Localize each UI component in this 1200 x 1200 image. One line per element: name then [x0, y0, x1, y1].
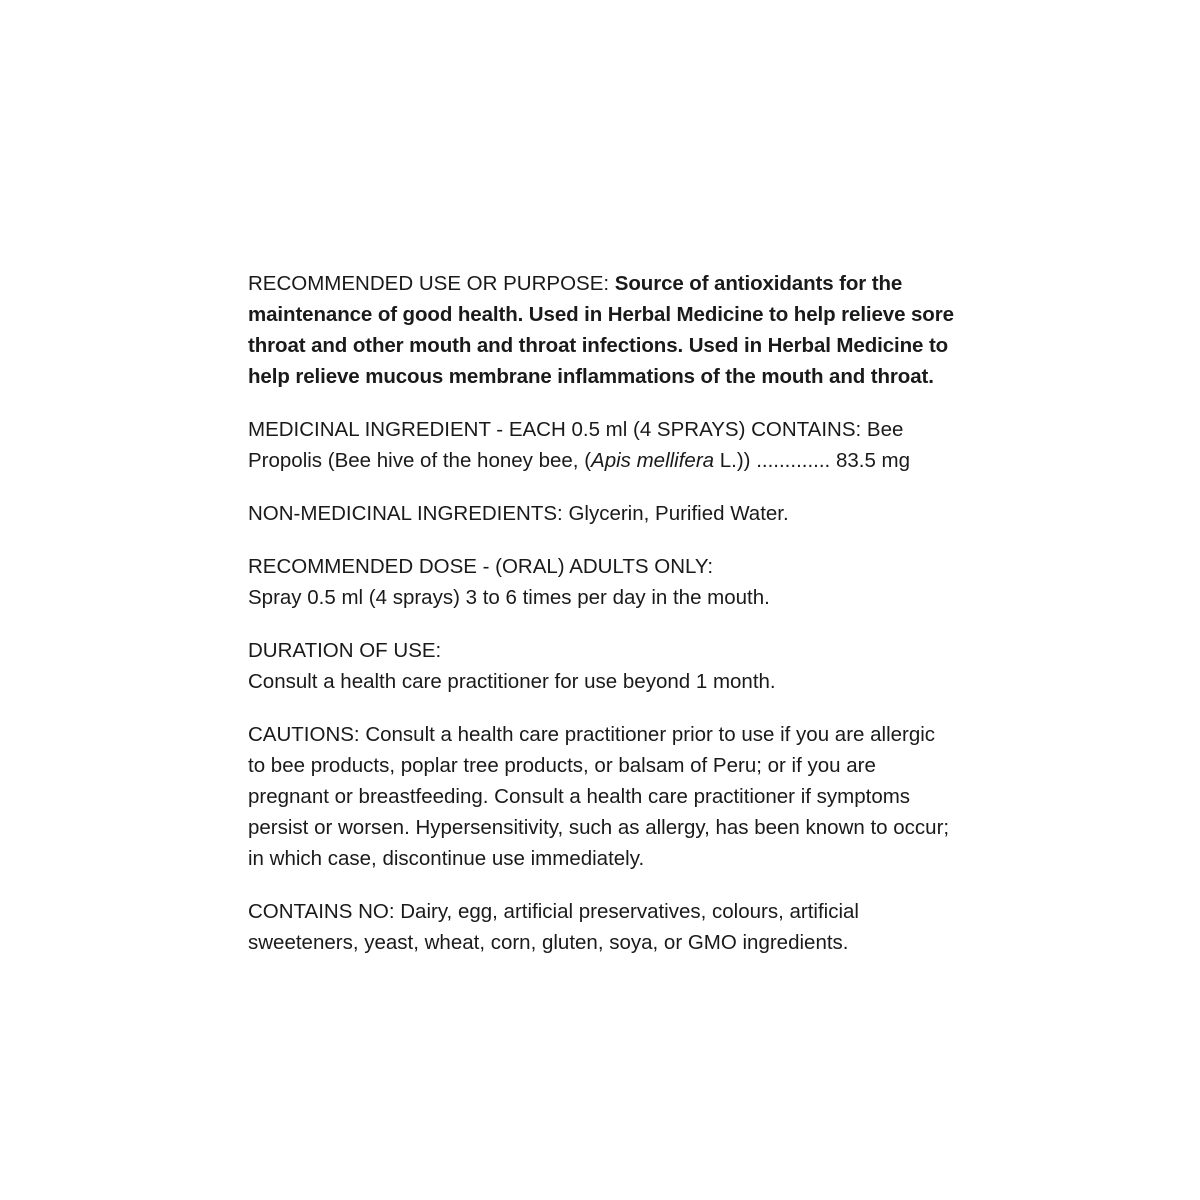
medicinal-ingredient-body-part2: L.)) ............. 83.5 mg [714, 449, 911, 472]
non-medicinal-heading: NON-MEDICINAL INGREDIENTS: [248, 502, 563, 525]
recommended-dose-heading: RECOMMENDED DOSE - (ORAL) ADULTS ONLY: [248, 555, 714, 578]
cautions-section [248, 719, 954, 874]
species-name-italic: Apis mellifera [591, 449, 715, 472]
contains-no-heading: CONTAINS NO: [248, 900, 395, 923]
recommended-use-body: Source of antioxidants for the maintenance of good health. Used in Herbal Medicine to help relieve sore throat and other mouth and throat infections. Used in Herbal Medicine to help relieve mucous membrane inflammations of the mouth and throat. [248, 272, 954, 388]
recommended-use-heading: RECOMMENDED USE OR PURPOSE: [248, 272, 610, 295]
contains-no-body: Dairy, egg, artificial preservatives, colours, artificial sweeteners, yeast, wheat, corn, gluten, soya, or GMO ingredients. [248, 900, 859, 954]
recommended-dose-section [248, 551, 954, 613]
recommended-dose-body: Spray 0.5 ml (4 sprays) 3 to 6 times per day in the mouth. [248, 586, 770, 609]
cautions-body: Consult a health care practitioner prior to use if you are allergic to bee products, poplar tree products, or balsam of Peru; or if you are pregnant or breastfeeding. Consult a health care practitioner if symptoms persist or worsen. Hypersensitivity, such as allergy, has been known to occur; in which case, discontinue use immediately. [248, 723, 950, 870]
non-medicinal-body: Glycerin, Purified Water. [562, 502, 789, 525]
contains-no-section [248, 896, 954, 958]
cautions-heading: CAUTIONS: [248, 723, 360, 746]
medicinal-ingredient-heading: MEDICINAL INGREDIENT - EACH 0.5 ml (4 SPRAYS) CONTAINS: [248, 418, 862, 441]
recommended-use-section [248, 268, 954, 392]
duration-of-use-body: Consult a health care practitioner for use beyond 1 month. [248, 670, 776, 693]
duration-of-use-section [248, 635, 954, 697]
medicinal-ingredient-section [248, 414, 954, 476]
product-label-text-panel [248, 268, 954, 958]
duration-of-use-heading: DURATION OF USE: [248, 639, 442, 662]
medicinal-ingredient-body-part1: Bee Propolis (Bee hive of the honey bee, ( [248, 418, 904, 472]
non-medicinal-ingredients-section [248, 498, 954, 529]
